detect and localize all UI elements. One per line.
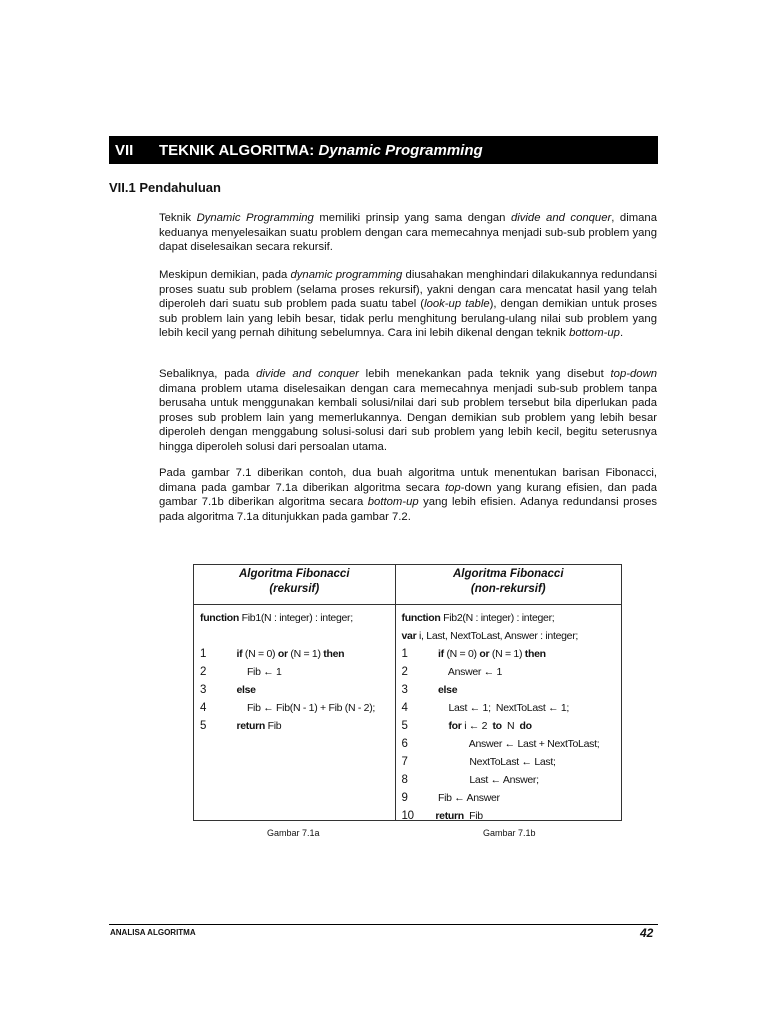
code-text: (N = 0): [242, 648, 278, 660]
code-block: [396, 605, 621, 820]
code-keyword: else: [438, 684, 458, 696]
code-line: [402, 771, 621, 789]
code-line: [402, 717, 621, 735]
paragraph: [159, 268, 657, 341]
code-text: [226, 684, 236, 696]
code-text: Fib1(N : integer) : integer;: [239, 612, 353, 624]
line-number: 7: [401, 756, 408, 768]
italic-term: divide and conquer: [510, 212, 612, 224]
code-line: [402, 735, 621, 753]
code-keyword: var: [401, 630, 417, 642]
italic-term: Dynamic Programming: [196, 212, 314, 224]
code-text: (N = 1): [489, 648, 525, 660]
code-cell-recursive: [194, 605, 396, 821]
code-text: Fib2(N : integer) : integer;: [440, 612, 555, 624]
code-text: (N = 1): [287, 648, 324, 660]
code-text: Fib ← Answer: [427, 792, 500, 804]
table-header-nonrecursive: Algoritma Fibonacci (non-rekursif): [395, 565, 621, 605]
text-run: , dimana keduanya menyelesaikan suatu problem dengan cara memecahnya menjadi sub-sub problem yang dapat diselesaikan secara rekursif.: [159, 212, 657, 254]
text-run: Meskipun demikian, pada: [159, 269, 291, 281]
italic-term: divide and conquer: [256, 368, 359, 380]
code-text: Answer ← 1: [427, 666, 503, 678]
text-run: Teknik: [159, 212, 197, 224]
paragraph: [159, 211, 657, 255]
line-number: 1: [200, 648, 207, 660]
code-text: Answer ← Last + NextToLast;: [427, 738, 600, 750]
text-run: Pada gambar 7.1 diberikan contoh, dua buah algoritma untuk menentukan barisan Fibonacci, dimana pada gambar 7.1a diberikan algoritma secara: [159, 467, 657, 494]
code-text: [428, 684, 438, 696]
code-line: [200, 681, 395, 699]
code-text: i, Last, NextToLast, Answer : integer;: [416, 630, 579, 642]
line-number: 3: [401, 684, 408, 696]
code-keyword: else: [236, 684, 256, 696]
italic-term: look-up table: [424, 298, 490, 311]
code-keyword: do: [519, 720, 532, 732]
text-run: .: [619, 327, 624, 340]
line-number: 8: [401, 774, 408, 786]
italic-term: bottom-up: [569, 327, 620, 340]
code-line: [200, 627, 395, 645]
code-line: [200, 699, 395, 717]
chapter-header: [109, 136, 658, 164]
code-keyword: then: [323, 648, 345, 660]
code-text: (N = 0): [443, 648, 480, 660]
text-run: ), dengan demikian untuk proses sub problem lain yang lebih besar, tidak perlu menghitung berulang-ulang nilai sub problem yang lebih kecil yang pernah dihitung sebelumnya. Cara ini lebih dikenal dengan teknik: [159, 298, 658, 340]
line-number: 2: [401, 666, 408, 678]
code-text: Fib: [463, 810, 483, 822]
code-line: [200, 645, 395, 663]
code-line: [402, 807, 621, 825]
code-text: i ← 2: [461, 720, 493, 732]
code-keyword: function: [200, 612, 240, 624]
chapter-number: VII: [115, 141, 134, 159]
code-text: N: [501, 720, 520, 732]
italic-term: top-down: [610, 368, 658, 380]
code-line: [402, 663, 621, 681]
chapter-title: TEKNIK ALGORITMA: Dynamic Programming: [159, 141, 483, 159]
text-run: memiliki prinsip yang sama dengan: [313, 212, 511, 224]
code-keyword: or: [479, 648, 490, 660]
code-text: [226, 720, 236, 732]
text-run: dimana problem utama diselesaikan dengan cara memecahnya menjadi sub-sub problem tanpa berusaha untuk menggunakan kembali solusi/nilai dari sub problem tersebut bila diperlukan pada proses sub problem lain yang memerlukannya. Dengan demikian sub problem yang lebih besar diperoleh dengan menggabung solusi-solusi dari sub problem yang lebih kecil, begitu seterusnya hingga diperoleh solusi dari persoalan utama.: [159, 382, 657, 453]
line-number: 9: [401, 792, 408, 804]
code-text: Fib ← 1: [226, 666, 282, 678]
line-number: 10: [401, 810, 414, 822]
code-text: NextToLast ← Last;: [427, 756, 556, 768]
italic-term: bottom-up: [367, 496, 419, 509]
paragraph: [159, 367, 657, 455]
text-run: Sebaliknya, pada: [159, 368, 257, 380]
figure-caption: Gambar 7.1b: [483, 828, 536, 838]
code-text: [226, 648, 236, 660]
code-keyword: or: [277, 648, 288, 660]
code-line: [200, 609, 395, 627]
code-keyword: if: [236, 648, 243, 660]
code-text: Fib ← Fib(N - 1) + Fib (N - 2);: [226, 702, 376, 714]
italic-term: dynamic programming: [290, 269, 403, 281]
code-keyword: for: [448, 720, 462, 732]
code-line: [402, 753, 621, 771]
text-run: -down yang kurang efisien, dan pada gambar 7.1b diberikan algoritma secara: [159, 481, 657, 509]
figure-caption: Gambar 7.1a: [267, 828, 320, 838]
code-line: [402, 645, 621, 663]
line-number: 5: [200, 720, 207, 732]
line-number: 1: [401, 648, 408, 660]
code-keyword: if: [438, 648, 444, 660]
text-run: yang lebih efisien. Adanya redundansi proses pada algoritma 7.1a ditunjukkan pada gambar 7.2.: [159, 496, 657, 523]
line-number: 6: [401, 738, 408, 750]
code-keyword: function: [401, 612, 441, 624]
code-line: [402, 627, 621, 645]
italic-term: top: [445, 481, 461, 494]
code-keyword: return: [236, 720, 266, 732]
line-number: 5: [401, 720, 408, 732]
code-text: Last ← Answer;: [427, 774, 539, 786]
code-line: [200, 663, 395, 681]
footer-divider: [109, 924, 658, 925]
line-number: 4: [200, 702, 207, 714]
code-keyword: to: [492, 720, 502, 732]
code-line: [402, 699, 621, 717]
text-run: diusahakan menghindari dilakukannya redundansi proses suatu sub problem (selama proses rekursif), yakni dengan cara mencatat hasil yang telah diperoleh dari suatu sub problem pada suatu tabel (: [159, 269, 657, 311]
paragraph: [159, 466, 657, 524]
code-keyword: return: [435, 810, 464, 822]
line-number: 4: [401, 702, 408, 714]
section-heading: VII.1 Pendahuluan: [109, 180, 221, 195]
code-text: [428, 720, 449, 732]
page-number: 42: [640, 926, 654, 940]
code-cell-nonrecursive: [395, 605, 621, 821]
text-run: lebih menekankan pada teknik yang disebut: [358, 368, 611, 380]
line-number: 3: [200, 684, 207, 696]
code-text: [428, 648, 438, 660]
algorithm-table: [193, 564, 622, 821]
code-text: Last ← 1; NextToLast ← 1;: [427, 702, 570, 714]
table-header-recursive: Algoritma Fibonacci (rekursif): [194, 565, 396, 605]
code-line: [402, 681, 621, 699]
line-number: 2: [200, 666, 207, 678]
code-line: [402, 789, 621, 807]
code-line: [200, 717, 395, 735]
footer-title: ANALISA ALGORITMA: [110, 928, 196, 937]
code-block: [194, 605, 395, 820]
code-line: [402, 609, 621, 627]
code-text: Fib: [265, 720, 282, 732]
code-keyword: then: [524, 648, 546, 660]
